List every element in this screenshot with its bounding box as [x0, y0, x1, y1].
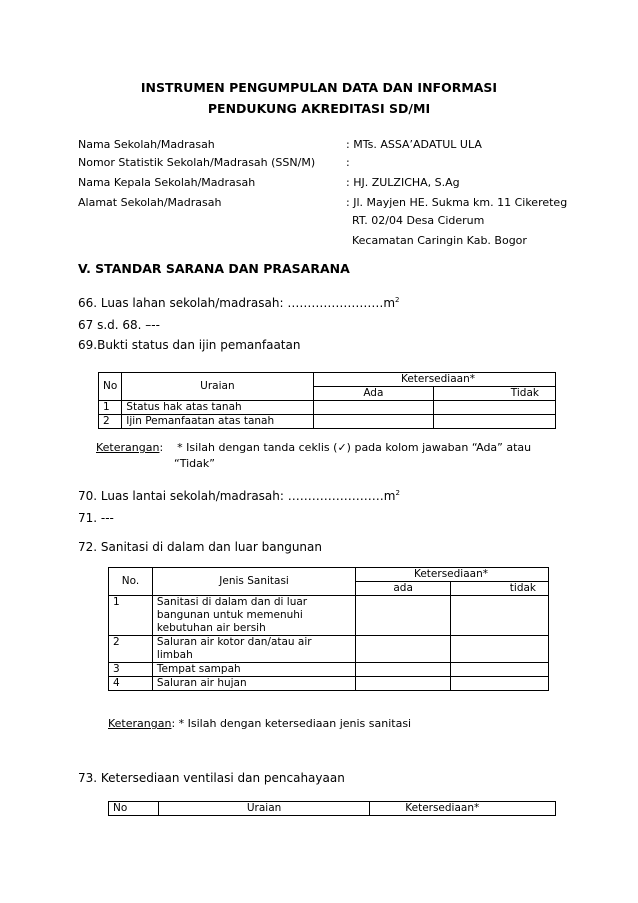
row-no: 2	[99, 415, 122, 429]
row-no: 3	[109, 663, 153, 677]
cell-tidak[interactable]	[434, 401, 556, 415]
header-no: No	[109, 802, 159, 816]
table-sanitation	[108, 567, 549, 691]
header-no: No	[99, 373, 122, 401]
row-uraian: Status hak atas tanah	[122, 401, 313, 415]
row-no: 1	[99, 401, 122, 415]
header-ada: Ada	[313, 387, 434, 401]
info-address-line2: RT. 02/04 Desa Ciderum	[352, 214, 485, 227]
info-label-principal: Nama Kepala Sekolah/Madrasah	[78, 176, 256, 189]
row-no: 1	[109, 596, 153, 636]
row-jenis: Sanitasi di dalam dan di luar bangunan untuk memenuhi kebutuhan air bersih	[152, 596, 355, 636]
cell-ada[interactable]	[356, 677, 451, 691]
cell-tidak[interactable]	[451, 677, 549, 691]
question-72: 72. Sanitasi di dalam dan luar bangunan	[78, 540, 322, 554]
table-land-status	[98, 372, 556, 429]
info-address-line3: Kecamatan Caringin Kab. Bogor	[352, 234, 527, 247]
table-row	[99, 401, 556, 415]
table-row	[109, 596, 549, 636]
table-row	[109, 677, 549, 691]
checkmark-icon: ✓	[337, 441, 347, 454]
header-jenis: Jenis Sanitasi	[152, 568, 355, 596]
cell-ada[interactable]	[356, 636, 451, 663]
table-row	[109, 636, 549, 663]
table-row	[109, 663, 549, 677]
question-67-68: 67 s.d. 68. –--	[78, 318, 160, 332]
header-ketersediaan: Ketersediaan*	[356, 568, 549, 582]
question-73: 73. Ketersediaan ventilasi dan pencahayaan	[78, 771, 345, 785]
question-71: 71. ---	[78, 511, 114, 525]
question-69: 69.Bukti status dan ijin pemanfaatan	[78, 338, 301, 352]
section-heading: V. STANDAR SARANA DAN PRASARANA	[78, 261, 350, 276]
info-value-school-name: : MTs. ASSA’ADATUL ULA	[346, 138, 482, 151]
row-jenis: Tempat sampah	[152, 663, 355, 677]
header-ada: ada	[356, 582, 451, 596]
info-label-school-name: Nama Sekolah/Madrasah	[78, 138, 215, 151]
header-no: No.	[109, 568, 153, 596]
note-label: Keterangan	[108, 717, 172, 730]
row-uraian: Ijin Pemanfaatan atas tanah	[122, 415, 313, 429]
note-69: Keterangan: * Isilah dengan tanda ceklis (✓) pada kolom jawaban “Ada” atau	[96, 441, 532, 454]
cell-tidak[interactable]	[434, 415, 556, 429]
cell-ada[interactable]	[313, 415, 434, 429]
header-uraian: Uraian	[158, 802, 369, 816]
header-ketersediaan: Ketersediaan*	[313, 373, 555, 387]
header-tidak: tidak	[451, 582, 549, 596]
info-label-address: Alamat Sekolah/Madrasah	[78, 196, 222, 209]
row-jenis: Saluran air hujan	[152, 677, 355, 691]
table-row	[99, 415, 556, 429]
row-no: 2	[109, 636, 153, 663]
cell-tidak[interactable]	[451, 663, 549, 677]
row-no: 4	[109, 677, 153, 691]
table-ventilation	[108, 801, 556, 816]
note-label: Keterangan	[96, 441, 160, 454]
info-label-ssn: Nomor Statistik Sekolah/Madrasah (SSN/M)	[78, 156, 316, 169]
header-ketersediaan: Ketersediaan*	[370, 802, 556, 816]
info-value-ssn: :	[346, 156, 350, 169]
cell-ada[interactable]	[356, 663, 451, 677]
document-title-line2: PENDUKUNG AKREDITASI SD/MI	[207, 101, 431, 116]
cell-tidak[interactable]	[451, 636, 549, 663]
question-66: 66. Luas lahan sekolah/madrasah: $\dots\dots\dots\dots\dots\dots\dots\dots m^2$	[78, 296, 400, 310]
row-jenis: Saluran air kotor dan/atau air limbah	[152, 636, 355, 663]
question-70: 70. Luas lantai sekolah/madrasah: $\dots\dots\dots\dots\dots\dots\dots\dots m^2$	[78, 489, 400, 503]
info-value-principal: : HJ. ZULZICHA, S.Ag	[346, 176, 460, 189]
note-69-continued: “Tidak”	[174, 457, 215, 470]
note-72: Keterangan: * Isilah dengan ketersediaan jenis sanitasi	[108, 717, 412, 730]
cell-ada[interactable]	[313, 401, 434, 415]
info-value-address: : Jl. Mayjen HE. Sukma km. 11 Cikereteg	[346, 196, 568, 209]
cell-ada[interactable]	[356, 596, 451, 636]
header-uraian: Uraian	[122, 373, 313, 401]
cell-tidak[interactable]	[451, 596, 549, 636]
header-tidak: Tidak	[434, 387, 556, 401]
document-title-line1: INSTRUMEN PENGUMPULAN DATA DAN INFORMASI	[140, 80, 498, 95]
